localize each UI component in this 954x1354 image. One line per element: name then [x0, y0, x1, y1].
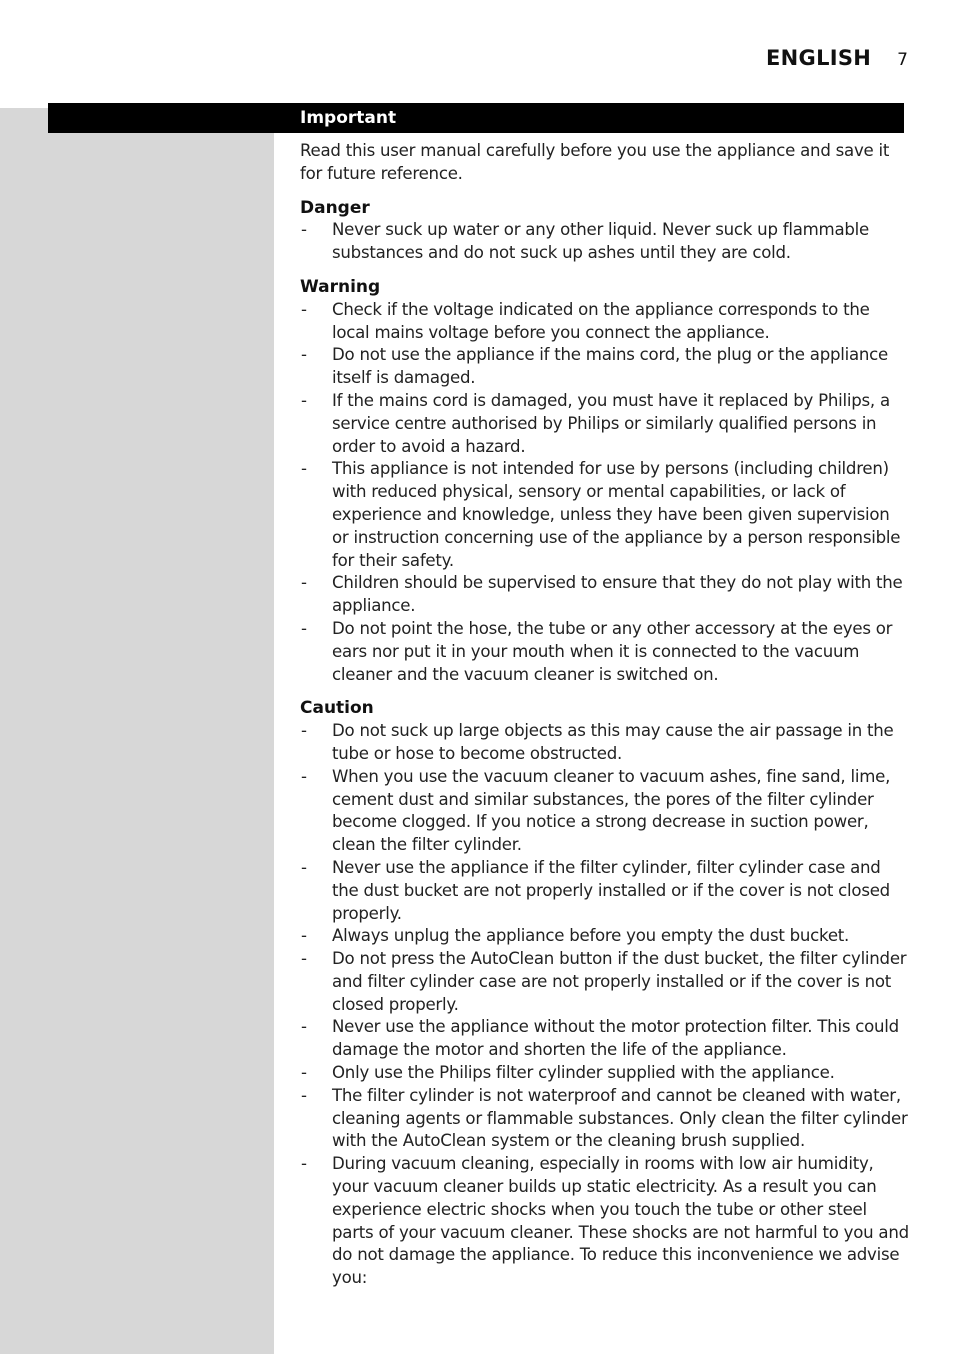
list-item-text: Never suck up water or any other liquid. Never suck up flammable substances and do not suck up ashes until they are cold.	[332, 220, 869, 263]
list-item	[300, 720, 910, 766]
list-item	[300, 572, 910, 618]
list-item-text: Only use the Philips filter cylinder supplied with the appliance.	[332, 1063, 835, 1083]
list-item	[300, 219, 910, 265]
section-title-bar	[48, 103, 904, 133]
list-item	[300, 1085, 910, 1153]
bullet-dash: -	[301, 299, 307, 319]
bullet-dash: -	[301, 1154, 307, 1174]
list-item-text: Do not press the AutoClean button if the dust bucket, the filter cylinder and filter cylinder case are not properly installed or if the cover is not closed properly.	[332, 949, 907, 1014]
list-item	[300, 948, 910, 1016]
list-item-text: During vacuum cleaning, especially in rooms with low air humidity, your vacuum cleaner builds up static electricity. As a result you can experience electric shocks when you touch the tube or other steel parts of your vacuum cleaner. These shocks are not harmful to you and do not damage the appliance. To reduce this inconvenience we advise you:	[332, 1154, 909, 1288]
warning-heading: Warning	[300, 276, 381, 297]
list-item	[300, 1062, 910, 1085]
list-item	[300, 766, 910, 857]
bullet-dash: -	[301, 857, 307, 877]
list-item-text: Do not use the appliance if the mains cord, the plug or the appliance itself is damaged.	[332, 345, 889, 388]
list-item	[300, 344, 910, 390]
list-item	[300, 857, 910, 925]
list-item-text: Children should be supervised to ensure that they do not play with the appliance.	[332, 573, 903, 616]
page-number: 7	[897, 50, 908, 70]
sidebar-panel	[0, 108, 274, 1354]
bullet-dash: -	[301, 926, 307, 946]
main-content	[300, 140, 910, 1301]
list-item	[300, 299, 910, 345]
list-item	[300, 390, 910, 458]
danger-list	[300, 219, 910, 265]
bullet-dash: -	[301, 618, 307, 638]
caution-heading: Caution	[300, 698, 374, 719]
list-item-text: When you use the vacuum cleaner to vacuum ashes, fine sand, lime, cement dust and similar substances, the pores of the filter cylinder become clogged. If you notice a strong decrease in suction power, clean the filter cylinder.	[332, 766, 891, 855]
bullet-dash: -	[301, 766, 307, 786]
list-item	[300, 618, 910, 686]
list-item-text: Always unplug the appliance before you empty the dust bucket.	[332, 926, 850, 946]
bullet-dash: -	[301, 721, 307, 741]
language-label: ENGLISH	[766, 46, 872, 70]
list-item-text: Do not point the hose, the tube or any other accessory at the eyes or ears nor put it in your mouth when it is connected to the vacuum cleaner and the vacuum cleaner is switched on.	[332, 618, 893, 684]
list-item	[300, 1016, 910, 1062]
list-item-text: Never use the appliance without the motor protection filter. This could damage the motor and shorten the life of the appliance.	[332, 1017, 899, 1060]
bullet-dash: -	[301, 390, 307, 410]
bullet-dash: -	[301, 345, 307, 365]
bullet-dash: -	[301, 573, 307, 593]
warning-list	[300, 299, 910, 687]
bullet-dash: -	[301, 1063, 307, 1083]
list-item-text: Check if the voltage indicated on the appliance corresponds to the local mains voltage before you connect the appliance.	[332, 299, 870, 342]
list-item	[300, 925, 910, 948]
intro-paragraph: Read this user manual carefully before you use the appliance and save it for future reference.	[300, 141, 890, 183]
list-item-text: The filter cylinder is not waterproof and cannot be cleaned with water, cleaning agents or flammable substances. Only clean the filter cylinder with the AutoClean system or the cleaning brush supplied.	[332, 1085, 908, 1151]
list-item	[300, 458, 910, 572]
caution-list	[300, 720, 910, 1290]
section-title: Important	[300, 108, 397, 128]
bullet-dash: -	[301, 1085, 307, 1105]
bullet-dash: -	[301, 1017, 307, 1037]
bullet-dash: -	[301, 220, 307, 240]
list-item-text: Do not suck up large objects as this may cause the air passage in the tube or hose to become obstructed.	[332, 721, 894, 763]
danger-heading: Danger	[300, 197, 370, 218]
list-item-text: This appliance is not intended for use by persons (including children) with reduced physical, sensory or mental capabilities, or lack of experience and knowledge, unless they have been given supervision or instruction concerning use of the appliance by a person responsible for their safety.	[332, 459, 901, 570]
list-item-text: Never use the appliance if the filter cylinder, filter cylinder case and the dust bucket are not properly installed or if the cover is not closed properly.	[332, 857, 890, 923]
list-item	[300, 1153, 910, 1290]
bullet-dash: -	[301, 459, 307, 479]
page-header	[766, 46, 908, 70]
bullet-dash: -	[301, 949, 307, 969]
list-item-text: If the mains cord is damaged, you must have it replaced by Philips, a service centre authorised by Philips or similarly qualified persons in order to avoid a hazard.	[332, 390, 890, 456]
